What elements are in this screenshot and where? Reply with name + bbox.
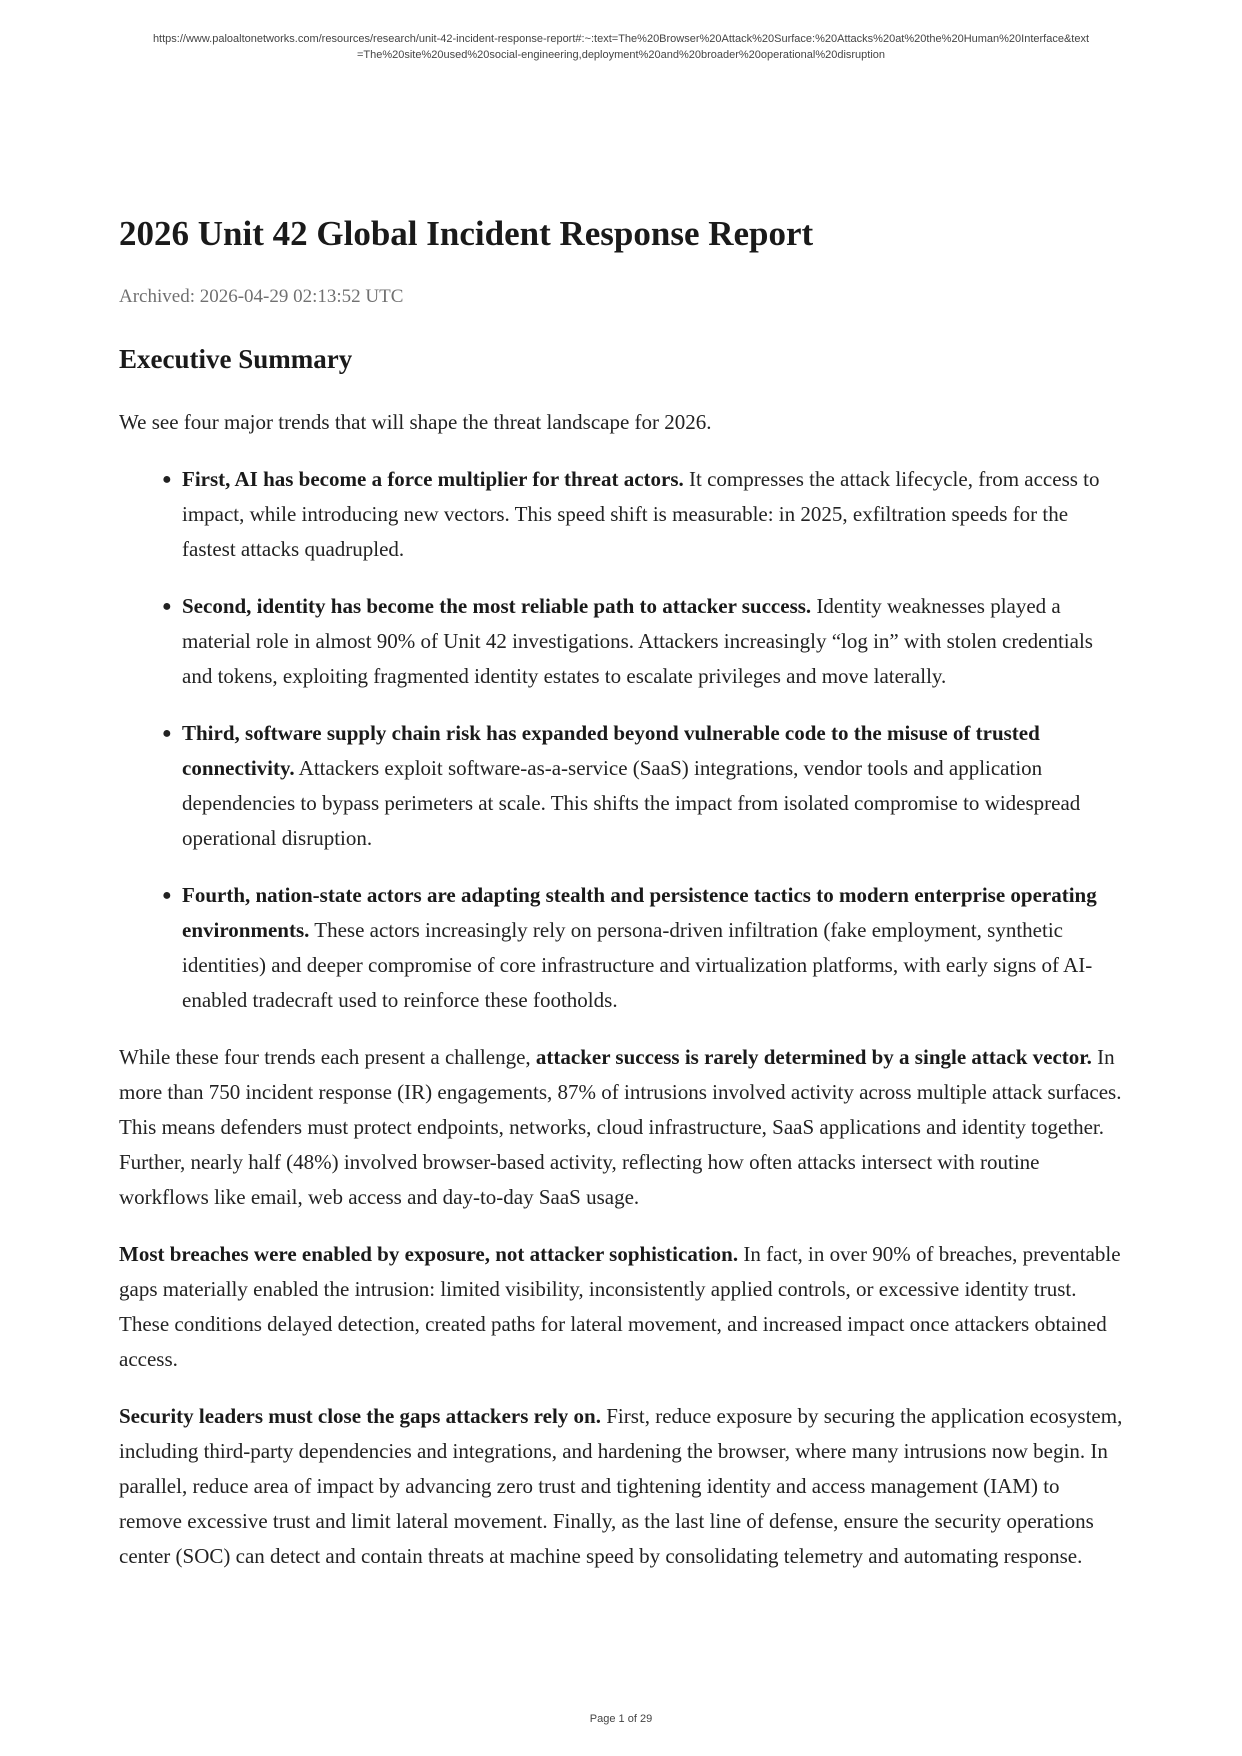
- intro-paragraph: We see four major trends that will shape the threat landscape for 2026.: [119, 410, 712, 434]
- trend-text: These actors increasingly rely on persona-driven infiltration (fake employment, synthetic identities) and deeper compromise of core infrastructure and virtualization platforms, with early signs of AI-enabled tradecraft used to reinforce these footholds.: [182, 918, 1093, 1012]
- trend-text: Attackers exploit software-as-a-service (SaaS) integrations, vendor tools and application dependencies to bypass perimeters at scale. This shifts the impact from isolated compromise to widespread operational disruption.: [182, 756, 1081, 850]
- body-text: [119, 405, 1124, 1596]
- trend-lead: Fourth, nation-state actors are adapting stealth and persistence tactics to modern enterprise operating environments.: [182, 883, 1097, 942]
- paragraph-lead: Security leaders must close the gaps attackers rely on.: [119, 1404, 601, 1428]
- paragraph-security-leaders: [119, 1399, 1124, 1574]
- bullet-icon: ●: [162, 887, 172, 904]
- paragraph-text: In more than 750 incident response (IR) engagements, 87% of intrusions involved activity across multiple attack surfaces. This means defenders must protect endpoints, networks, cloud infrastructure, SaaS applications and identity together. Further, nearly half (48%) involved browser-based activity, reflecting how often attacks intersect with routine workflows like email, web access and day-to-day SaaS usage.: [119, 1045, 1122, 1209]
- trend-text: It compresses the attack lifecycle, from access to impact, while introducing new vectors. This speed shift is measurable: in 2025, exfiltration speeds for the fastest attacks quadrupled.: [182, 467, 1100, 561]
- bullet-icon: ●: [162, 725, 172, 742]
- trend-lead: First, AI has become a force multiplier for threat actors.: [182, 467, 684, 491]
- paragraph-text: In fact, in over 90% of breaches, preventable gaps materially enabled the intrusion: limited visibility, inconsistently applied controls, or excessive identity trust. These conditions delayed detection, created paths for lateral movement, and increased impact once attackers obtained access.: [119, 1242, 1121, 1371]
- page-number: Page 1 of 29: [589, 1713, 653, 1725]
- paragraph-text: While these four trends each present a challenge,: [119, 1045, 536, 1069]
- paragraph-lead: Most breaches were enabled by exposure, not attacker sophistication.: [119, 1242, 739, 1266]
- bullet-icon: ●: [162, 598, 172, 615]
- paragraph-multiple-attack-surfaces: [119, 1040, 1124, 1215]
- page-title: 2026 Unit 42 Global Incident Response Report: [119, 214, 814, 253]
- trend-lead: Second, identity has become the most reliable path to attacker success.: [182, 594, 812, 618]
- trend-item: [162, 462, 1124, 567]
- paragraph-exposure: [119, 1237, 1124, 1377]
- trend-item: [162, 589, 1124, 694]
- bullet-icon: ●: [162, 471, 172, 488]
- trends-list: [119, 462, 1124, 1018]
- archived-timestamp: Archived: 2026-04-29 02:13:52 UTC: [119, 286, 404, 307]
- trend-item: [162, 878, 1124, 1018]
- trend-lead: Third, software supply chain risk has expanded beyond vulnerable code to the misuse of trusted connectivity.: [182, 721, 1040, 780]
- section-heading-executive-summary: Executive Summary: [119, 344, 353, 374]
- paragraph-text: First, reduce exposure by securing the application ecosystem, including third-party dependencies and integrations, and hardening the browser, where many intrusions now begin. In parallel, reduce area of impact by advancing zero trust and tightening identity and access management (IAM) to remove excessive trust and limit lateral movement. Finally, as the last line of defense, ensure the security operations center (SOC) can detect and contain threats at machine speed by consolidating telemetry and automating response.: [119, 1404, 1123, 1568]
- trend-text: Identity weaknesses played a material role in almost 90% of Unit 42 investigations. Attackers increasingly “log in” with stolen credentials and tokens, exploiting fragmented identity estates to escalate privileges and move laterally.: [182, 594, 1093, 688]
- trend-item: [162, 716, 1124, 856]
- source-url: https://www.paloaltonetworks.com/resources/research/unit-42-incident-response-report#:~:text=The%20Browser%20Attack%20Surface:%20Attacks%20at%20the%20Human%20Interface&text=The%20site%20used%20social-engineering,deployment%20and%20broader%20operational%20disruption: [152, 33, 1090, 61]
- paragraph-lead: attacker success is rarely determined by a single attack vector.: [535, 1045, 1092, 1069]
